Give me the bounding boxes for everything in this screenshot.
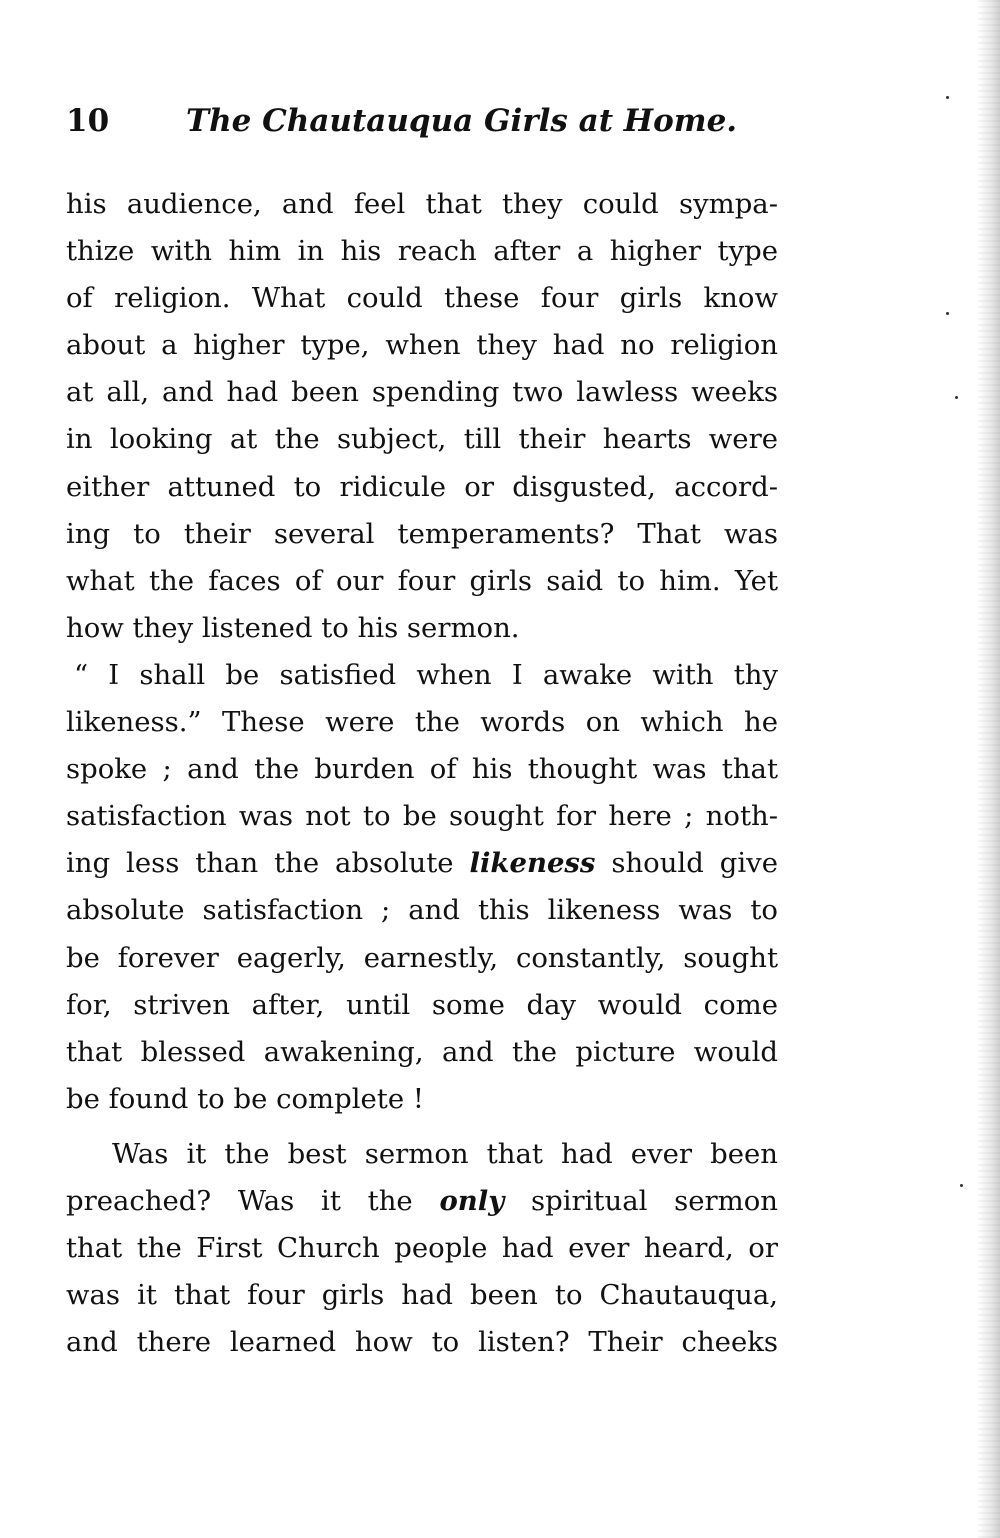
text-line: be forever eagerly, earnestly, constantly, sought bbox=[66, 941, 778, 974]
emphasized-word: likeness bbox=[469, 847, 596, 880]
text-line: be found to be complete ! bbox=[66, 1082, 424, 1115]
running-title: The Chautauqua Girls at Home. bbox=[186, 103, 738, 139]
text-line: ing to their several temperaments? That was bbox=[66, 517, 778, 550]
text-segment: ing less than the absolute bbox=[66, 847, 470, 880]
text-line: and there learned how to listen? Their cheeks bbox=[66, 1326, 778, 1359]
body-text bbox=[66, 181, 778, 1366]
text-line: his audience, and feel that they could sympa- bbox=[66, 188, 778, 220]
page-number: 10 bbox=[66, 103, 110, 139]
text-line bbox=[66, 1178, 778, 1225]
text-segment: preached? Was it the bbox=[66, 1184, 440, 1217]
text-line: how they listened to his sermon. bbox=[66, 611, 520, 644]
text-line: that the First Church people had ever heard, or bbox=[66, 1232, 778, 1265]
text-line: “ I shall be satisfied when I awake with thy bbox=[74, 658, 778, 691]
running-header bbox=[66, 96, 826, 146]
text-line: for, striven after, until some day would come bbox=[66, 988, 778, 1021]
paragraph-2 bbox=[66, 652, 778, 1123]
scan-speck bbox=[960, 1184, 963, 1187]
scan-speck bbox=[946, 96, 949, 99]
text-line: about a higher type, when they had no religion bbox=[66, 329, 778, 362]
text-line: was it that four girls had been to Chautauqua, bbox=[66, 1279, 778, 1312]
text-line: thize with him in his reach after a higher type bbox=[66, 235, 778, 268]
paragraph-3 bbox=[66, 1131, 778, 1366]
text-line: satisfaction was not to be sought for here ; noth- bbox=[66, 800, 778, 833]
paragraph-1 bbox=[66, 181, 778, 652]
text-line: Was it the best sermon that had ever been bbox=[112, 1137, 778, 1170]
text-line: what the faces of our four girls said to him. Yet bbox=[66, 564, 778, 597]
text-line: that blessed awakening, and the picture would bbox=[66, 1035, 778, 1068]
text-line: in looking at the subject, till their hearts were bbox=[66, 423, 778, 456]
emphasized-word: only bbox=[439, 1184, 505, 1217]
text-line bbox=[66, 840, 778, 887]
text-segment: should give bbox=[595, 847, 778, 880]
text-line: absolute satisfaction ; and this likeness was to bbox=[66, 894, 778, 927]
text-line: of religion. What could these four girls know bbox=[66, 282, 778, 315]
text-line: likeness.” These were the words on which he bbox=[66, 706, 778, 739]
text-line: either attuned to ridicule or disgusted, accord- bbox=[66, 470, 778, 503]
scan-speck bbox=[946, 312, 949, 315]
text-segment: spiritual sermon bbox=[504, 1184, 778, 1217]
text-line: at all, and had been spending two lawless weeks bbox=[66, 376, 778, 409]
text-line: spoke ; and the burden of his thought was that bbox=[66, 753, 778, 786]
scan-speck bbox=[955, 396, 958, 399]
binding-edge bbox=[978, 0, 1000, 1538]
paragraph-gap bbox=[66, 1123, 778, 1131]
